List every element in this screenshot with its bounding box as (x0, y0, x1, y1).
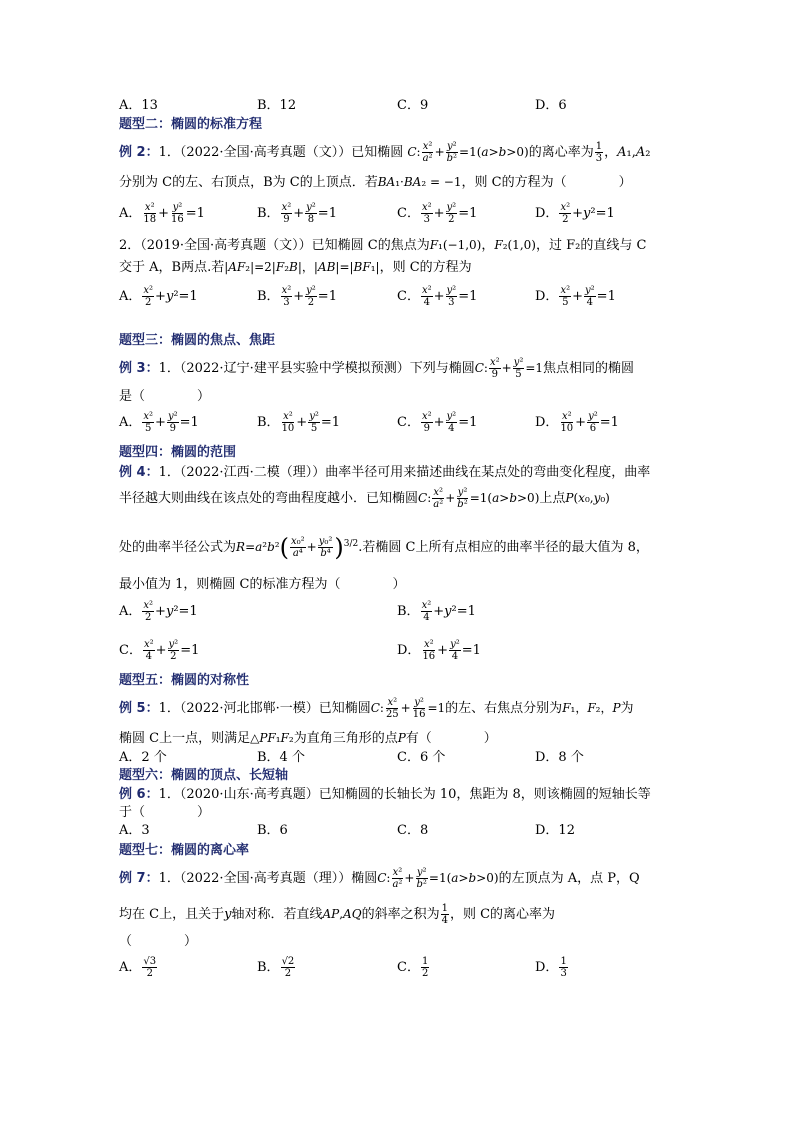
option-b: B．12 (257, 98, 297, 113)
question-line: 交于 A，B两点.若|AF₂|=2|F₂B|，|AB|=|BF₁|，则 C的方程为 (119, 260, 472, 275)
question-line: 2．（2019·全国·高考真题（文））已知椭圆 C的焦点为F₁(−1,0)，F₂(1,0)，过 F₂的直线与 C (119, 238, 647, 253)
question-line (119, 174, 632, 191)
question-text: 分别为 C的左、右顶点，B为 C的上顶点．若 (119, 175, 378, 190)
question-text: 1．（2022·江西·二模（理））曲率半径可用来描述曲线在某点处的弯曲变化程度，曲率 (158, 465, 651, 480)
question-text: 的左顶点为 A，点 P，Q (498, 871, 640, 886)
question-line: 均在 C上，且关于y轴对称．若直线AP,AQ的斜率之积为 $\frac{1}{4}$ ，则 C的离心率为 (119, 903, 556, 926)
section-title: 题型七：椭圆的离心率 (119, 843, 250, 858)
question-line: 例 5：1．（2022·河北邯郸·一模）已知椭圆C: $\frac{\text{x²}}{25}$ + $\frac{\text{y²}}{16}$ =1的左、右焦点分别为F₁，F₂，P为 (119, 697, 634, 720)
example-tag: 例 4： (119, 465, 159, 480)
question-line (119, 787, 651, 803)
formula: BA₁·BA₂ = −1 (377, 175, 462, 189)
question-text: 上点 (539, 491, 566, 506)
question-text: ，则 C的离心率为 (449, 907, 556, 922)
question-text: 焦点相同的椭圆 (543, 361, 635, 376)
question-line: 例 2：1．（2022·全国·高考真题（文））已知椭圆 C: $\frac{\text{x²}}{\text{a²}}$ + $\frac{\text{y²}}{\text{b²}}$ =1(a>b>0)的离心率为 $\frac{1}{3}$ ，A₁,A₂ (119, 141, 651, 164)
options-row: A． $\frac{\text{x²}}{2}$ + y ²=1 B． $\frac{\text{x²}}{4}$ + y ²=1 (119, 600, 476, 623)
question-text: 均在 C上，且关于 (119, 907, 225, 922)
formula: $\frac{1}{3}$ (595, 141, 603, 164)
section-title: 题型三：椭圆的焦点、焦距 (119, 333, 276, 348)
question-text: .若椭圆 C上所有点相应的曲率半径的最大值为 8， (358, 540, 649, 555)
options-row: A． $\frac{\text{x²}}{18}$ + $\frac{\text{y²}}{16}$ =1 B． $\frac{\text{x²}}{9}$ + $\frac{\text{y²}}{8}$ =1 C． $\frac{\text{x²}}{3}$ + $\frac{\text{y²}}{2}$ =1 D． $\frac{\text{x²}}{2}$ + y ²=1 (119, 202, 615, 225)
example-tag: 例 2： (119, 145, 159, 160)
document-page: A．13 B．12 C．9 D．6 题型二：椭圆的标准方程 例 2：1．（2022·全国·高考真题（文））已知椭圆 C: $\frac{\text{x²}}{\text{a²}}$ + $\frac{\text{y²}}{\text{b²}}$ =1(a>b>0)的离心率为 $\frac{1}{3}$ ，A₁,A₂ 分别为 C的左、右顶点，B为 C的上顶点．若BA₁·BA₂ = −1，则 C的方程为（ ） A． $\frac{\text{x²}}{18}$ + $\frac{\text{y²}}{16}$ =1 B． $\frac{\text{x²}}{9}$ + $\frac{\text{y²}}{8}$ =1 C． $\frac{\text{x²}}{3}$ + $\frac{\text{y²}}{2}$ =1 D． $\frac{\text{x²}}{2}$ + y ²=1 2．（2019·全国·高考真题（文））已知椭圆 C的焦点为F₁(−1,0)，F₂(1,0)，过 F₂的直线与 C 交于 A，B两点.若|AF₂|=2|F₂B|，|AB|=|BF₁|，则 C的方程为 A． $\frac{\text{x²}}{2}$ + y ²=1 B． $\frac{\text{x²}}{3}$ + $\frac{\text{y²}}{2}$ =1 C． $\frac{\text{x²}}{4}$ + $\frac{\text{y²}}{3}$ =1 D． $\frac{\text{x²}}{5}$ + $\frac{\text{y²}}{4}$ =1 题型三：椭圆的焦点、焦距 例 3：1．（2022·辽宁·建平县实验中学模拟预测）下列与椭圆C: $\frac{\text{x²}}{9}$ + $\frac{\text{y²}}{5}$ =1焦点相同的椭圆 是（ ） A． $\frac{\text{x²}}{5}$ + $\frac{\text{y²}}{9}$ =1 B． $\frac{\text{x²}}{10}$ + $\frac{\text{y²}}{5}$ =1 C． $\frac{\text{x²}}{9}$ + $\frac{\text{y²}}{4}$ =1 D． $\frac{\text{x²}}{10}$ + $\frac{\text{y²}}{6}$ =1 题型四：椭圆的范围 例 4：1．（2022·江西·二模（理））曲率半径可用来描述曲线在某点处的弯曲变化程度，曲率 半径越大则曲线在该点处的弯曲程度越小．已知椭圆C: $\frac{\text{x²}}{\text{a²}}$ + $\frac{\text{y²}}{\text{b²}}$ =1(a>b>0)上点P(x₀,y₀) 处的曲率半径公式为R=a²b²( $\frac{\text{x₀²}}{\text{a⁴}}$ + $\frac{\text{y₀²}}{\text{b⁴}}$ )$^{3/2}$.若椭圆 C上所有点相应的曲率半径的最大值为 8， 最小值为 1，则椭圆 C的标准方程为（ ） A． $\frac{\text{x²}}{2}$ + y ²=1 B． $\frac{\text{x²}}{4}$ + y ²=1 C． $\frac{\text{x²}}{4}$ + $\frac{\text{y²}}{2}$ =1 D． $\frac{\text{x²}}{16}$ + $\frac{\text{y²}}{4}$ =1 题型五：椭圆的对称性 例 5：1．（2022·河北邯郸·一模）已知椭圆C: $\frac{\text{x²}}{25}$ + $\frac{\text{y²}}{16}$ =1的左、右焦点分别为F₁，F₂，P为 椭圆 C上一点，则满足△PF₁F₂为直角三角形的点P有（ ） A．2 个 B．4 个 C．6 个 D．8 个 题型六：椭圆的顶点、长短轴 例 6：1．（2020·山东·高考真题）已知椭圆的长轴长为 10，焦距为 8，则该椭圆的短轴长等 于（ ） A．3 B．6 C．8 D．12 题型七：椭圆的离心率 例 7：1．（2022·全国·高考真题（理））椭圆C: $\frac{\text{x²}}{\text{a²}}$ + $\frac{\text{y²}}{\text{b²}}$ =1(a>b>0)的左顶点为 A，点 P，Q 均在 C上，且关于y轴对称．若直线AP,AQ的斜率之积为 $\frac{1}{4}$ ，则 C的离心率为 （ ） A． $\frac{√3}{2}$ B． $\frac{√2}{2}$ C． $\frac{1}{2}$ D． $\frac{1}{3}$ (0, 0, 794, 1123)
question-text: 椭圆 C上一点，则满足 (119, 731, 251, 746)
example-tag: 例 7： (119, 871, 159, 886)
formula: C: $\frac{\text{x²}}{\text{a²}}$ + $\frac{\text{y²}}{\text{b²}}$ =1(a>b>0) (407, 141, 529, 164)
question-text: 半径越大则曲线在该点处的弯曲程度越小．已知椭圆 (119, 491, 419, 506)
question-text: 1．（2022·河北邯郸·一模）已知椭圆 (158, 701, 371, 716)
question-text: 轴对称．若直线 (231, 907, 323, 922)
options-row: A． $\frac{\text{x²}}{5}$ + $\frac{\text{y²}}{9}$ =1 B． $\frac{\text{x²}}{10}$ + $\frac{\text{y²}}{5}$ =1 C． $\frac{\text{x²}}{9}$ + $\frac{\text{y²}}{4}$ =1 D． $\frac{\text{x²}}{10}$ + $\frac{\text{y²}}{6}$ =1 (119, 411, 619, 434)
section-title: 题型四：椭圆的范围 (119, 445, 237, 460)
question-text: 1．（2020·山东·高考真题）已知椭圆的长轴长为 10，焦距为 8，则该椭圆的短轴长等 (158, 787, 651, 802)
example-tag: 例 3： (119, 361, 159, 376)
options-row: C． $\frac{\text{x²}}{4}$ + $\frac{\text{y²}}{2}$ =1 D． $\frac{\text{x²}}{16}$ + $\frac{\text{y²}}{4}$ =1 (119, 639, 481, 662)
option-c: C．9 (397, 98, 429, 113)
question-text: 1．（2022·全国·高考真题（文））已知椭圆 (158, 145, 404, 160)
question-text: 处的曲率半径公式为 (119, 540, 237, 555)
question-text: 2．（2019·全国·高考真题（文））已知椭圆 C的焦点为 (119, 238, 430, 253)
question-line: 例 3：1．（2022·辽宁·建平县实验中学模拟预测）下列与椭圆C: $\frac{\text{x²}}{9}$ + $\frac{\text{y²}}{5}$ =1焦点相同的椭圆 (119, 357, 635, 380)
option-d: D．6 (535, 98, 567, 113)
question-text: 的离心率为 (528, 145, 594, 160)
question-text: 1．（2022·全国·高考真题（理））椭圆 (158, 871, 378, 886)
question-line: 于（ ） (119, 805, 211, 820)
question-text: ，则 C的方程为 (379, 260, 472, 275)
section-title: 题型五：椭圆的对称性 (119, 673, 250, 688)
question-text: 1．（2022·辽宁·建平县实验中学模拟预测）下列与椭圆 (158, 361, 475, 376)
question-line: 半径越大则曲线在该点处的弯曲程度越小．已知椭圆C: $\frac{\text{x²}}{\text{a²}}$ + $\frac{\text{y²}}{\text{b²}}$ =1(a>b>0)上点P(x₀,y₀) (119, 487, 610, 510)
question-text: 的左、右焦点分别为 (445, 701, 563, 716)
question-text: 有（ ） (405, 731, 497, 746)
question-text: ，则 C的方程为（ ） (461, 175, 632, 190)
question-line: 最小值为 1，则椭圆 C的标准方程为（ ） (119, 577, 406, 592)
example-tag: 例 6： (119, 787, 159, 802)
question-line (119, 465, 650, 481)
question-text: 的斜率之积为 (361, 907, 440, 922)
options-row: A． $\frac{√3}{2}$ B． $\frac{√2}{2}$ C． $\frac{1}{2}$ D． $\frac{1}{3}$ (119, 956, 567, 979)
section-title: 题型二：椭圆的标准方程 (119, 117, 263, 132)
question-line: （ ） (119, 934, 198, 949)
question-line: 是（ ） (119, 389, 211, 404)
options-row: A． $\frac{\text{x²}}{2}$ + y ²=1 B． $\frac{\text{x²}}{3}$ + $\frac{\text{y²}}{2}$ =1 C． $\frac{\text{x²}}{4}$ + $\frac{\text{y²}}{3}$ =1 D． $\frac{\text{x²}}{5}$ + $\frac{\text{y²}}{4}$ =1 (119, 285, 616, 308)
example-tag: 例 5： (119, 701, 159, 716)
question-line: 椭圆 C上一点，则满足△PF₁F₂为直角三角形的点P有（ ） (119, 731, 497, 746)
option-a: A．13 (119, 98, 158, 113)
section-title: 题型六：椭圆的顶点、长短轴 (119, 768, 289, 783)
question-line: 例 7：1．（2022·全国·高考真题（理））椭圆C: $\frac{\text{x²}}{\text{a²}}$ + $\frac{\text{y²}}{\text{b²}}$ =1(a>b>0)的左顶点为 A，点 P，Q (119, 867, 640, 890)
question-text: ，过 F₂的直线与 C (535, 238, 647, 253)
question-text: 交于 A，B两点.若 (119, 260, 225, 275)
question-text: 为直角三角形的点 (293, 731, 398, 746)
question-line: 处的曲率半径公式为R=a²b²( $\frac{\text{x₀²}}{\text{a⁴}}$ + $\frac{\text{y₀²}}{\text{b⁴}}$ )$^{3/2}$.若椭圆 C上所有点相应的曲率半径的最大值为 8， (119, 533, 649, 562)
